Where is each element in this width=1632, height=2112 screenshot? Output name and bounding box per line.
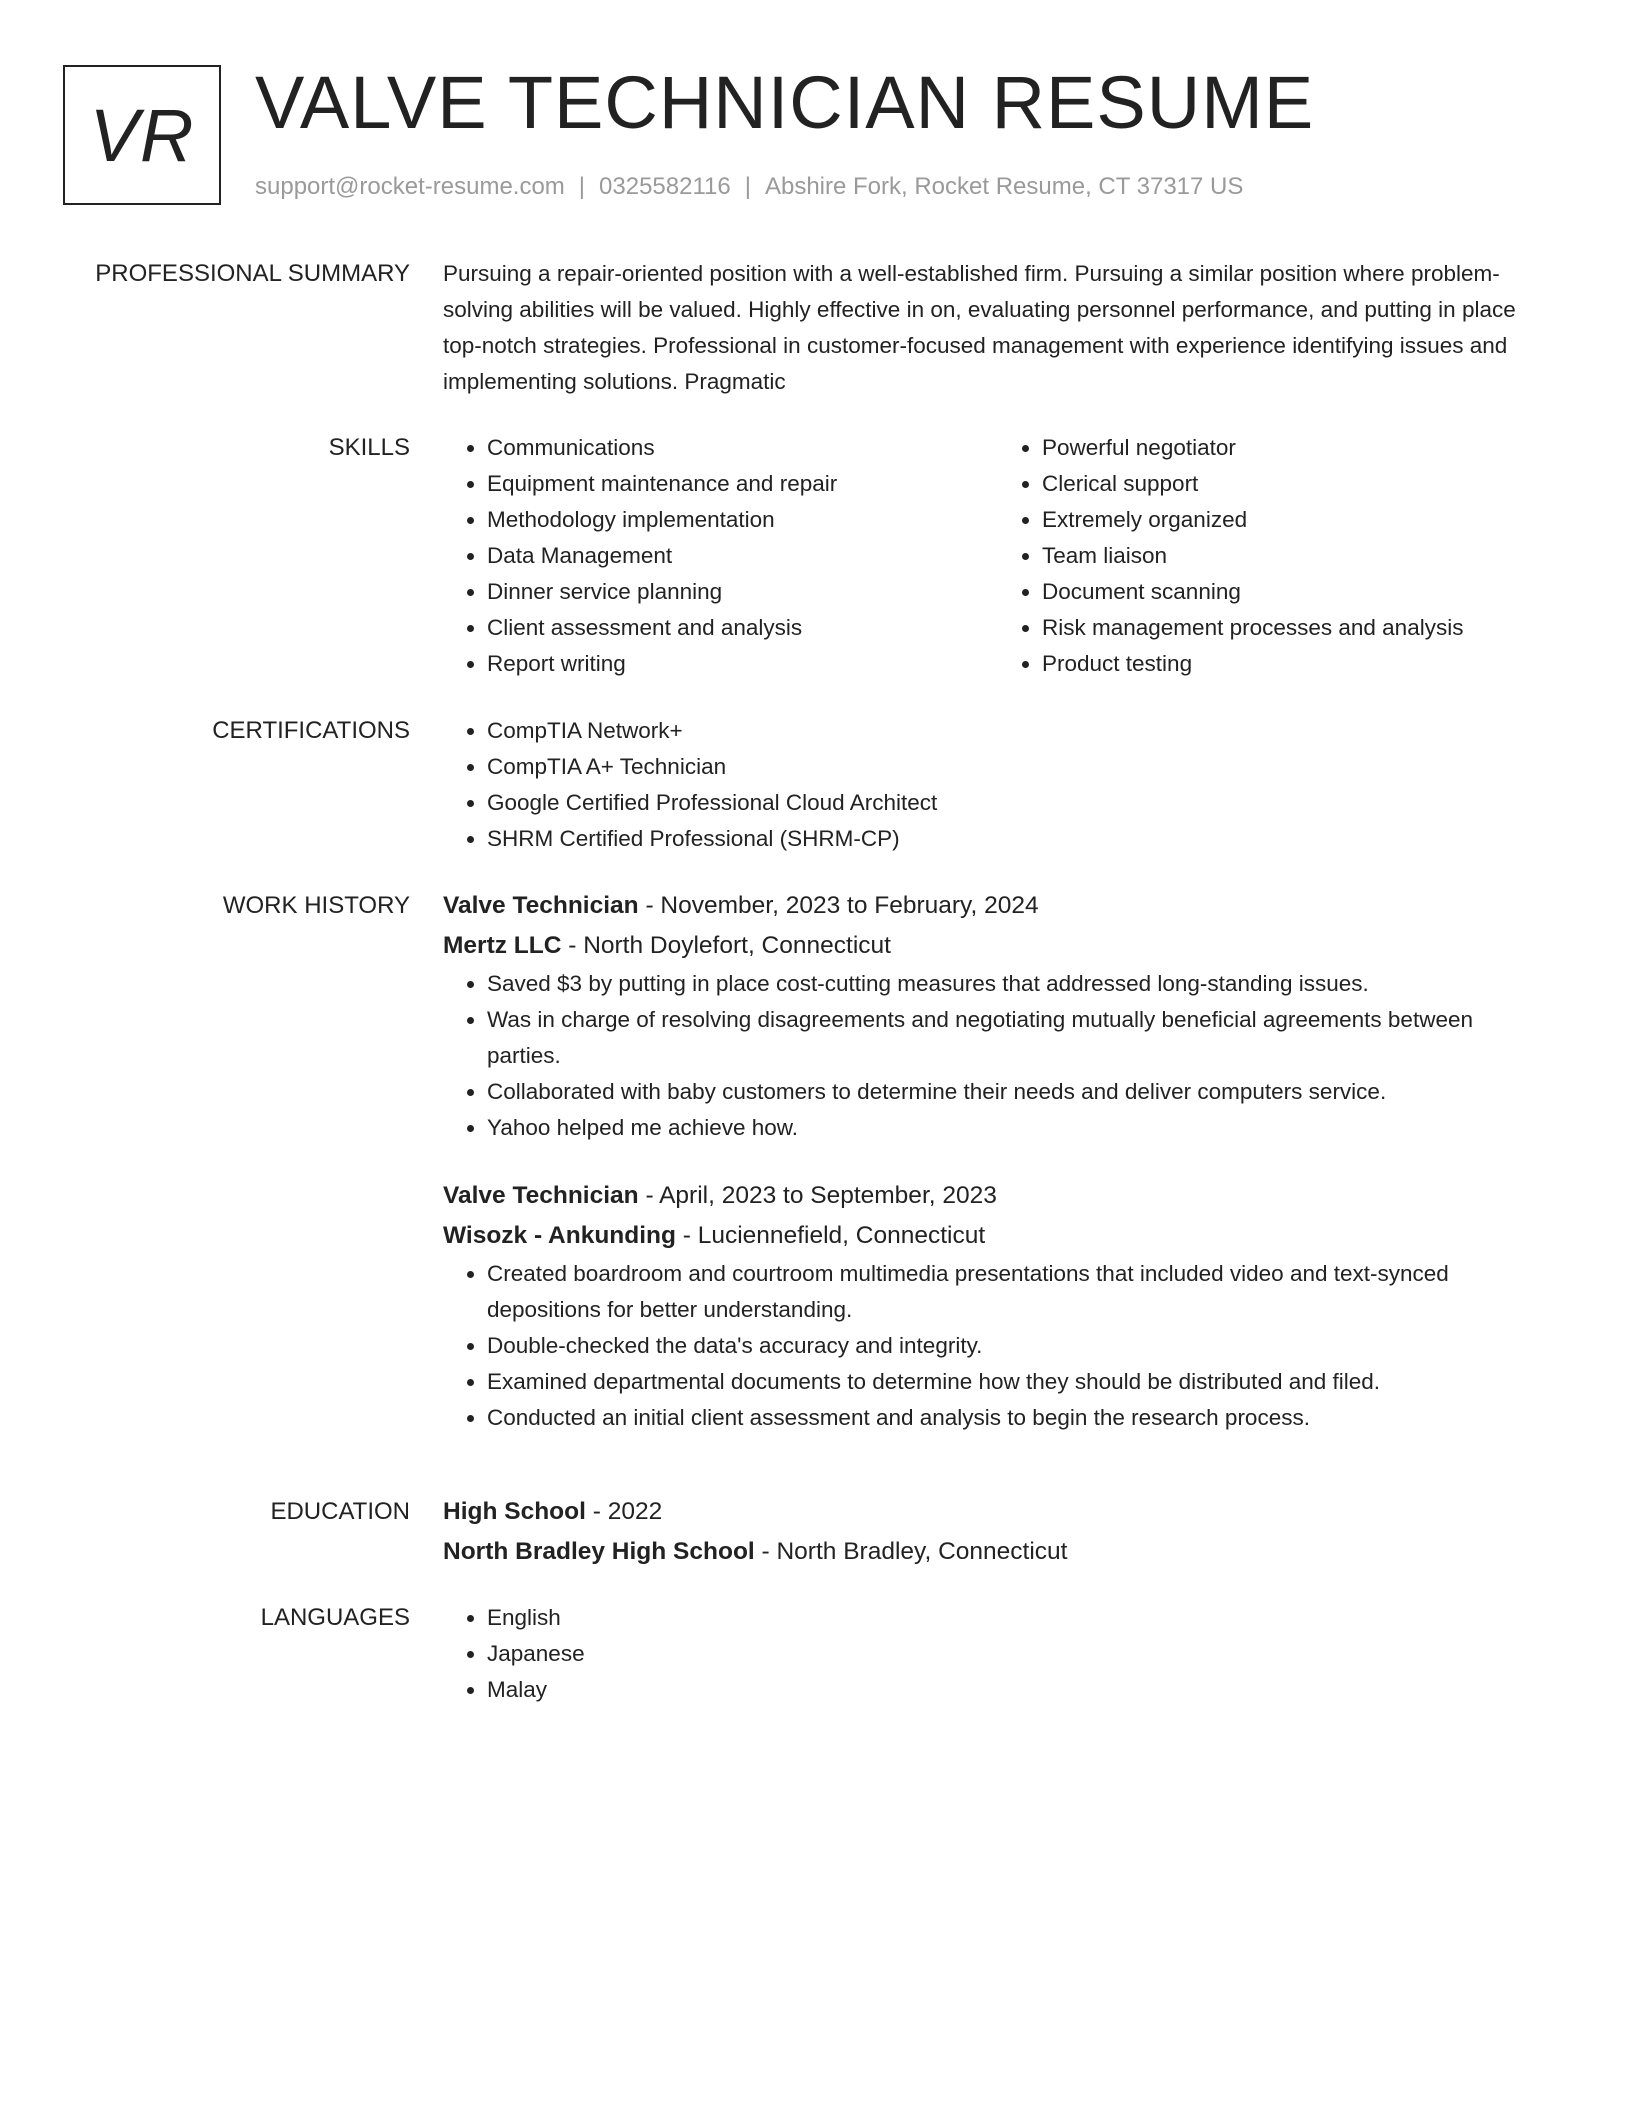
job-location: - Luciennefield, Connecticut [675,1222,986,1249]
list-item: • English [487,1600,1553,1636]
education-degree-line [443,1492,1553,1532]
education-year: - 2022 [585,1498,663,1525]
list-item: • Collaborated with baby customers to determine their needs and deliver computers service. [487,1074,1553,1110]
job-title: Valve Technician [443,1182,639,1209]
list-item: • Clerical support [1042,466,1553,502]
list-item: • Extremely organized [1042,502,1553,538]
education-degree: High School [443,1498,586,1525]
certifications-list [443,713,1553,857]
job-title-line [443,886,1553,926]
job-company-line [443,1216,1553,1256]
monogram-box [63,65,221,205]
job-entry [443,1176,1553,1436]
list-item: • Malay [487,1672,1553,1708]
job-company-line [443,926,1553,966]
skills-list-right [998,430,1553,682]
section-label-education: EDUCATION [270,1498,410,1525]
job-company: Mertz LLC [443,932,562,959]
list-item: • Powerful negotiator [1042,430,1553,466]
job-entry [443,886,1553,1146]
list-item: • Equipment maintenance and repair [487,466,998,502]
list-item: • Document scanning [1042,574,1553,610]
section-label-skills: SKILLS [328,434,410,461]
list-item: • Report writing [487,646,998,682]
resume-header [63,61,1572,210]
job-company: Wisozk - Ankunding [443,1222,676,1249]
education-school-line [443,1532,1553,1572]
list-item: • Methodology implementation [487,502,998,538]
list-item: • Was in charge of resolving disagreements and negotiating mutually beneficial agreements between parties. [487,1002,1553,1074]
list-item: • Double-checked the data's accuracy and integrity. [487,1328,1553,1364]
list-item: • Japanese [487,1636,1553,1672]
summary-text: Pursuing a repair-oriented position with a well-established firm. Pursuing a similar position where problem-solving abilities will be valued. Highly effective in on, evaluating personnel performance, and putting in place top-notch strategies. Professional in customer-focused management with experience identifying issues and implementing solutions. Pragmatic [443,261,1516,394]
contact-address: Abshire Fork, Rocket Resume, CT 37317 US [764,173,1244,200]
section-label-certifications: CERTIFICATIONS [212,717,410,744]
education-body [443,1492,1553,1572]
contact-email: support@rocket-resume.com [255,173,565,200]
job-location: - North Doylefort, Connecticut [561,932,891,959]
job-title: Valve Technician [443,892,639,919]
job-bullets [443,1256,1553,1436]
contact-separator: | [578,173,586,200]
job-title-line [443,1176,1553,1216]
education-school: North Bradley High School [443,1538,755,1565]
job-bullets [443,966,1553,1146]
list-item: • Saved $3 by putting in place cost-cutting measures that addressed long-standing issues. [487,966,1553,1002]
resume-title: VALVE TECHNICIAN RESUME [255,61,1315,144]
languages-body [443,1600,1553,1708]
list-item: • Examined departmental documents to determine how they should be distributed and filed. [487,1364,1553,1400]
skills-columns [443,430,1553,682]
work-history-body [443,886,1553,1436]
list-item: • Yahoo helped me achieve how. [487,1110,1553,1146]
section-label-summary: PROFESSIONAL SUMMARY [95,260,410,287]
languages-list [443,1600,1553,1708]
list-item: • CompTIA A+ Technician [487,749,1553,785]
list-item: • Risk management processes and analysis [1042,610,1553,646]
contact-separator: | [744,173,751,200]
list-item: • SHRM Certified Professional (SHRM-CP) [487,821,1553,857]
list-item: • Client assessment and analysis [487,610,998,646]
section-label-work-history: WORK HISTORY [222,892,410,919]
list-item: • Communications [487,430,998,466]
list-item: • Team liaison [1042,538,1553,574]
list-item: • CompTIA Network+ [487,713,1553,749]
list-item: • Created boardroom and courtroom multimedia presentations that included video and text-synced depositions for better understanding. [487,1256,1553,1328]
monogram-initials: VR [89,93,195,177]
certifications-body [443,713,1553,857]
section-label-languages: LANGUAGES [260,1604,410,1631]
list-item: • Product testing [1042,646,1553,682]
contact-phone: 0325582116 [599,173,731,200]
education-location: - North Bradley, Connecticut [754,1538,1068,1565]
skills-list-left [443,430,998,682]
job-dates: - April, 2023 to September, 2023 [638,1182,997,1209]
contact-line [255,173,1243,201]
list-item: • Data Management [487,538,998,574]
list-item: • Conducted an initial client assessment and analysis to begin the research process. [487,1400,1553,1436]
job-dates: - November, 2023 to February, 2024 [638,892,1039,919]
list-item: • Google Certified Professional Cloud Architect [487,785,1553,821]
list-item: • Dinner service planning [487,574,998,610]
